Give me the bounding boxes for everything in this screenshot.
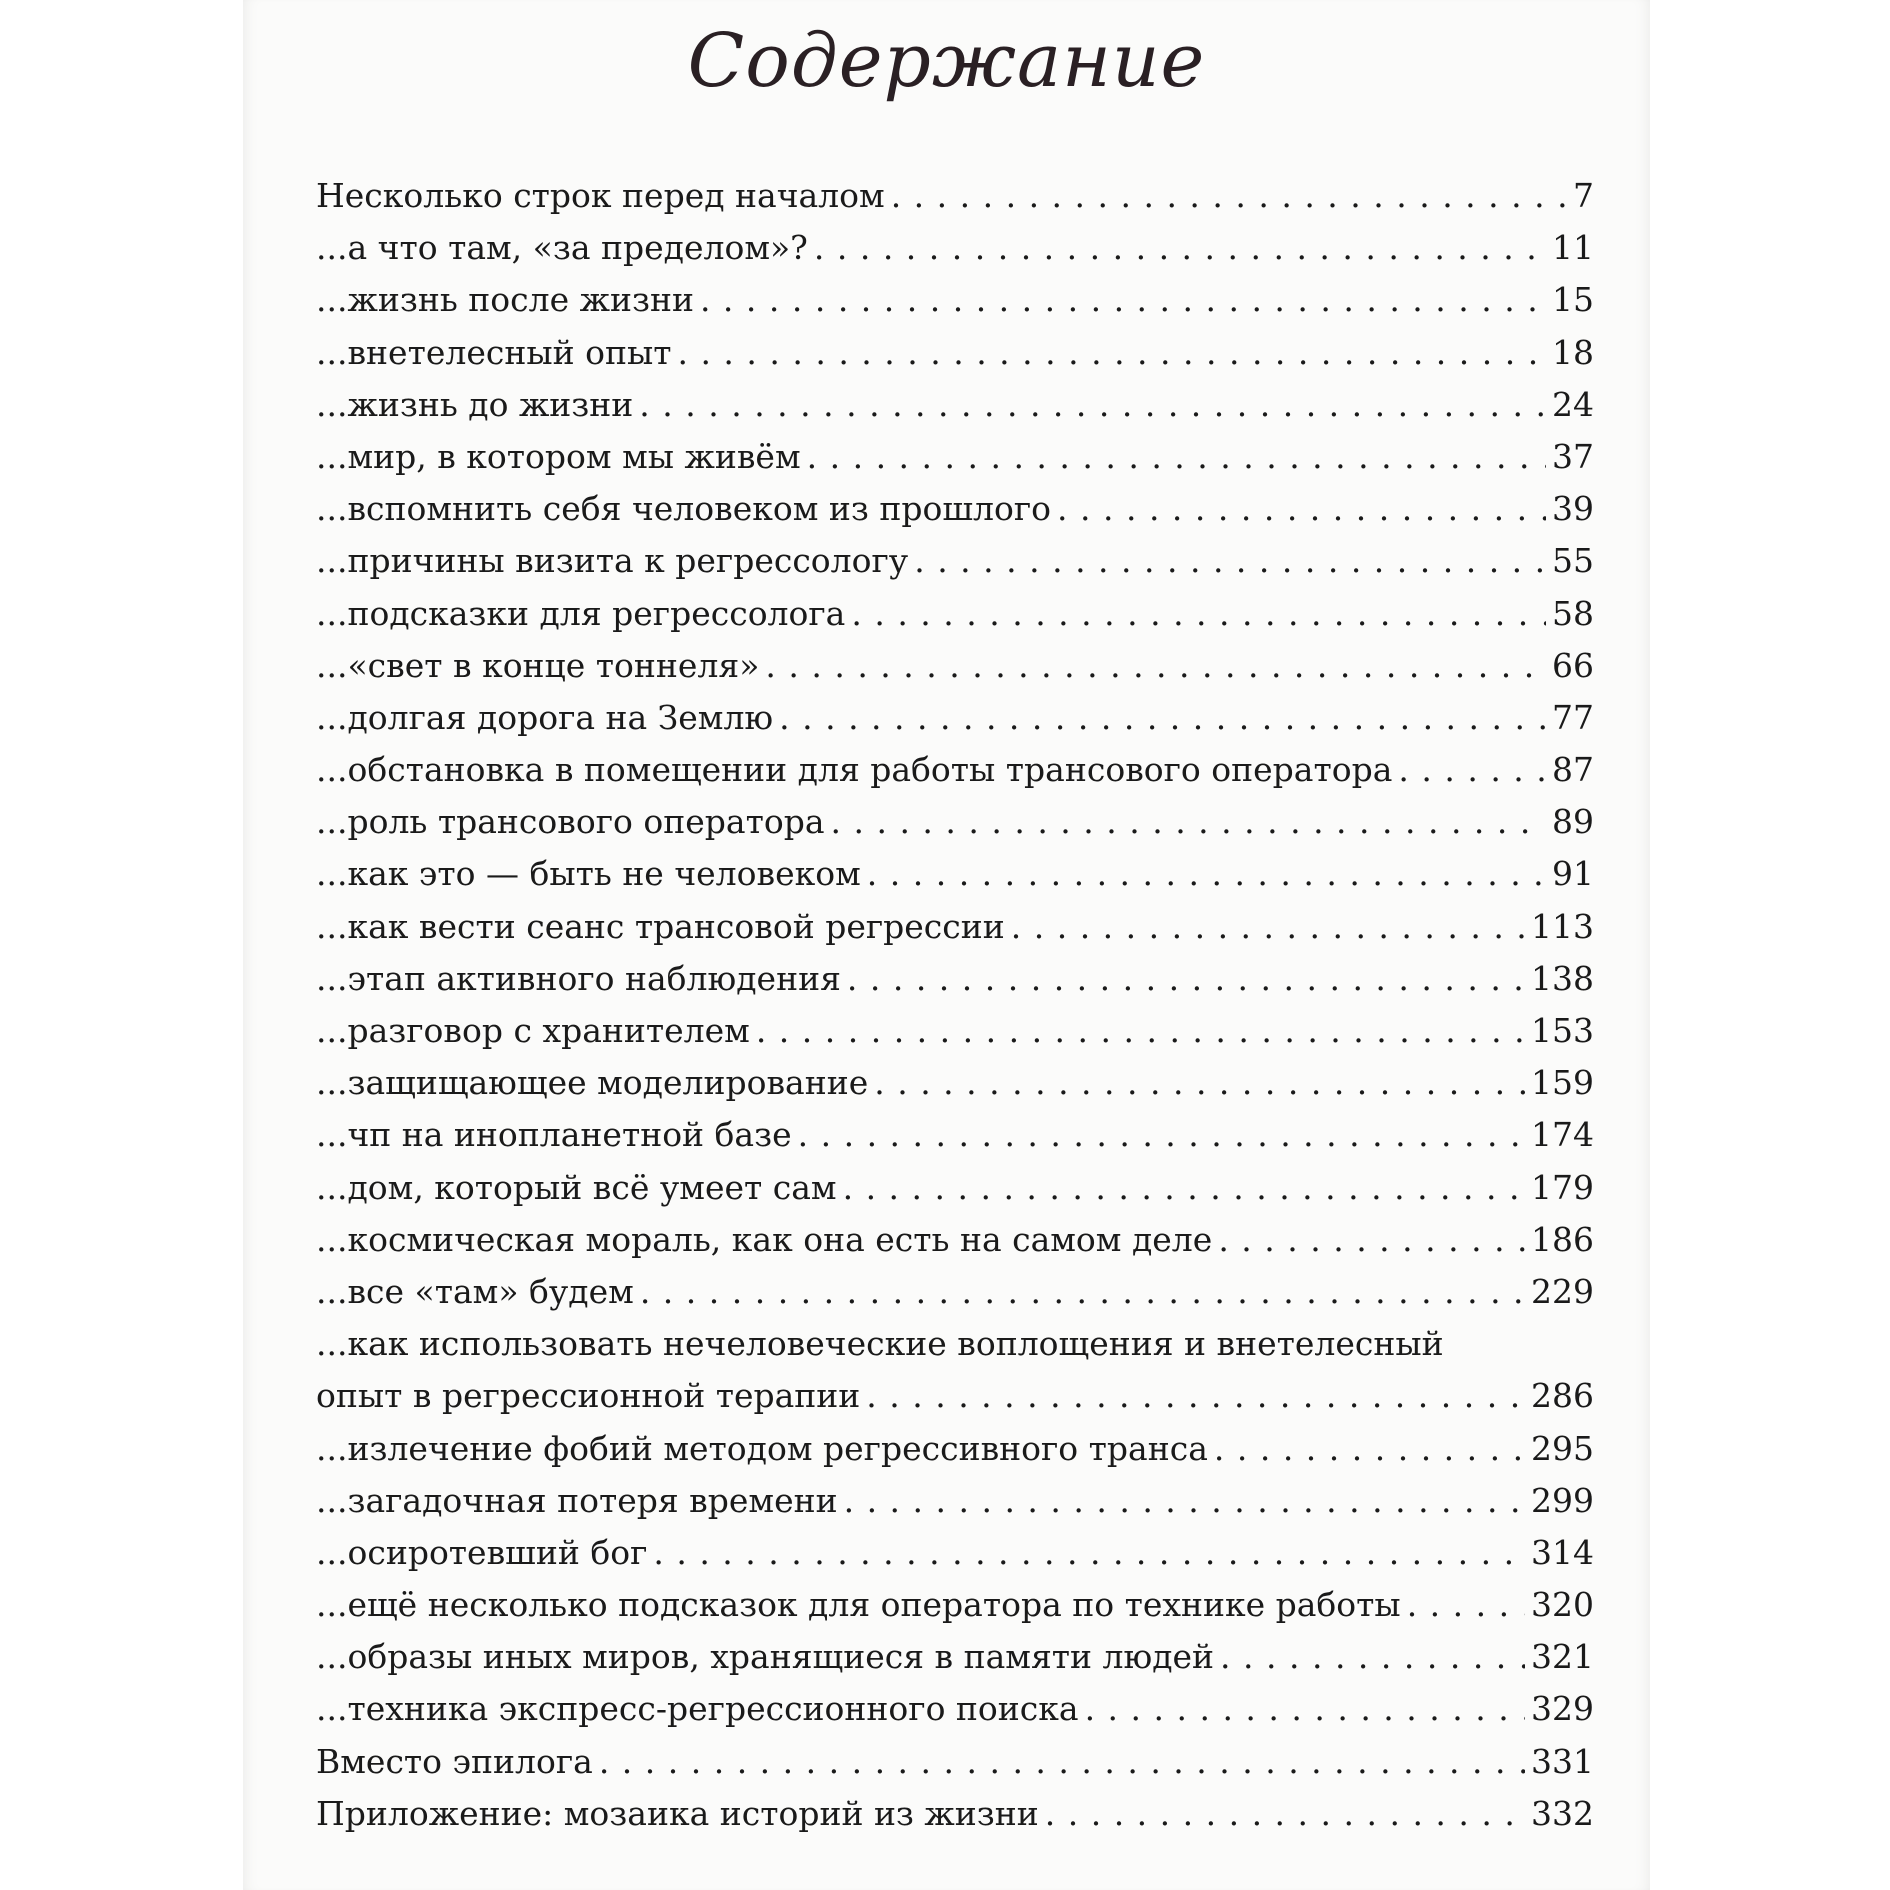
leader-dots <box>844 1475 1525 1527</box>
leader-dots <box>1407 1579 1525 1631</box>
toc-entry-label: ...роль трансового оператора <box>316 802 825 842</box>
toc-entry-label: ...как вести сеанс трансовой регрессии <box>316 906 1005 946</box>
leader-dots <box>866 1370 1525 1422</box>
toc-entry <box>316 1631 1594 1683</box>
toc-entry <box>316 1736 1594 1788</box>
toc-entry-label: ...долгая дорога на Землю <box>316 697 774 737</box>
leader-dots <box>798 1109 1525 1161</box>
toc-entry-label: ...образы иных миров, хранящиеся в памяти людей <box>316 1637 1215 1677</box>
toc-entry <box>316 744 1594 796</box>
toc-entry-label: ...жизнь после жизни <box>316 280 694 320</box>
toc-entry-label: ...этап активного наблюдения <box>316 958 841 998</box>
leader-dots <box>1057 483 1546 535</box>
page-title: Содержание <box>687 18 1206 104</box>
toc-entry-page: 229 <box>1531 1271 1594 1311</box>
leader-dots <box>599 1736 1525 1788</box>
leader-dots <box>914 535 1546 587</box>
toc-entry <box>316 1527 1594 1579</box>
toc-entry <box>316 222 1594 274</box>
toc-entry-label: ...осиротевший бог <box>316 1532 648 1572</box>
toc-entry-label: ...а что там, «за пределом»? <box>316 228 808 268</box>
leader-dots <box>756 1005 1525 1057</box>
leader-dots <box>653 1527 1525 1579</box>
toc-entry <box>316 796 1594 848</box>
toc-entry-page: 87 <box>1552 750 1594 790</box>
toc-entry-label: ...как это — быть не человеком <box>316 854 861 894</box>
toc-entry <box>316 274 1594 326</box>
leader-dots <box>891 170 1567 222</box>
toc-entry-label: Вместо эпилога <box>316 1741 593 1781</box>
toc-entry-label: ...дом, который всё умеет сам <box>316 1167 837 1207</box>
toc-entry-label: ...излечение фобий методом регрессивного транса <box>316 1428 1208 1468</box>
toc-entry-label-line2: опыт в регрессионной терапии <box>316 1376 861 1416</box>
toc-entry-page: 37 <box>1552 436 1594 476</box>
toc-entry-page: 91 <box>1552 854 1594 894</box>
toc-entry <box>316 1057 1594 1109</box>
toc-entry-page: 39 <box>1552 489 1594 529</box>
leader-dots <box>843 1162 1525 1214</box>
toc-entry-label: Несколько строк перед началом <box>316 176 885 215</box>
toc-entry-page: 89 <box>1552 802 1594 842</box>
toc-entry-page: 7 <box>1573 176 1594 215</box>
toc-entry <box>316 1109 1594 1161</box>
leader-dots <box>1045 1788 1525 1840</box>
toc-entry <box>316 1162 1594 1214</box>
toc-entry <box>316 1788 1594 1840</box>
leader-dots <box>847 953 1525 1005</box>
toc-entry-label: ...обстановка в помещении для работы трансового оператора <box>316 750 1393 790</box>
leader-dots <box>867 848 1546 900</box>
toc-entry-page: 58 <box>1552 593 1594 633</box>
toc-entry-label: ...разговор с хранителем <box>316 1011 750 1050</box>
toc-entry <box>316 1005 1594 1057</box>
toc-entry-page: 113 <box>1531 906 1594 946</box>
toc-entry <box>316 692 1594 744</box>
toc-entry-label: ...подсказки для регрессолога <box>316 593 846 633</box>
toc-entry-page: 332 <box>1531 1793 1594 1833</box>
toc-entry <box>316 483 1594 535</box>
toc-entry-page: 179 <box>1531 1167 1594 1207</box>
toc-entry-label: ...«свет в конце тоннеля» <box>316 645 760 685</box>
leader-dots <box>1085 1683 1525 1735</box>
leader-dots <box>1218 1214 1525 1266</box>
leader-dots <box>1220 1631 1525 1683</box>
toc-entry-label: ...техника экспресс-регрессионного поиска <box>316 1689 1079 1729</box>
toc-entry-page: 299 <box>1531 1480 1594 1520</box>
toc-entry-label: ...все «там» будем <box>316 1271 634 1311</box>
toc-entry-page: 321 <box>1531 1637 1594 1677</box>
toc-entry-label: ...внетелесный опыт <box>316 332 672 372</box>
toc-entry <box>316 1370 1594 1422</box>
toc-entry-page: 329 <box>1531 1689 1594 1729</box>
toc-entry-page: 174 <box>1531 1115 1594 1155</box>
toc-entry-label: ...космическая мораль, как она есть на самом деле <box>316 1219 1213 1259</box>
leader-dots <box>779 692 1546 744</box>
toc-entry-page: 153 <box>1531 1011 1594 1050</box>
leader-dots <box>677 327 1546 379</box>
toc-entry-page: 66 <box>1552 645 1594 685</box>
toc-entry <box>316 1579 1594 1631</box>
leader-dots <box>1011 901 1525 953</box>
toc-entry-page: 159 <box>1531 1063 1594 1103</box>
leader-dots <box>831 796 1547 848</box>
book-page <box>243 0 1650 1890</box>
toc-entry-page: 18 <box>1552 332 1594 372</box>
toc-entry-label: ...жизнь до жизни <box>316 384 634 424</box>
toc-entry-label-line1: ...как использовать нечеловеческие воплощения и внетелесный <box>316 1324 1444 1364</box>
toc-entry-page: 314 <box>1531 1532 1594 1572</box>
toc-entry-page: 186 <box>1531 1219 1594 1259</box>
toc-entry-page: 320 <box>1531 1585 1594 1625</box>
leader-dots <box>851 588 1546 640</box>
toc-entry-multiline <box>316 1318 1594 1422</box>
toc-entry <box>316 431 1594 483</box>
toc-entry <box>316 170 1594 222</box>
toc-entry <box>316 1214 1594 1266</box>
toc-entry-page: 286 <box>1531 1376 1594 1416</box>
toc-entry <box>316 1266 1594 1318</box>
leader-dots <box>700 274 1546 326</box>
leader-dots <box>1214 1423 1525 1475</box>
toc-entry <box>316 588 1594 640</box>
toc-entry-page: 331 <box>1531 1741 1594 1781</box>
toc-entry-label: ...мир, в котором мы живём <box>316 436 801 476</box>
leader-dots <box>874 1057 1525 1109</box>
leader-dots <box>639 379 1546 431</box>
toc-entry-label: ...вспомнить себя человеком из прошлого <box>316 489 1052 529</box>
toc-entry-page: 55 <box>1552 541 1594 581</box>
toc-entry-label: ...загадочная потеря времени <box>316 1480 838 1520</box>
toc-entry <box>316 1683 1594 1735</box>
table-of-contents <box>316 170 1594 1840</box>
leader-dots <box>814 222 1546 274</box>
toc-entry-label: ...защищающее моделирование <box>316 1063 869 1103</box>
toc-entry-page: 11 <box>1552 228 1594 268</box>
toc-entry-page: 15 <box>1552 280 1594 320</box>
toc-entry-page: 138 <box>1531 958 1594 998</box>
toc-entry <box>316 327 1594 379</box>
toc-entry-page: 77 <box>1552 697 1594 737</box>
toc-entry <box>316 535 1594 587</box>
toc-entry <box>316 1423 1594 1475</box>
toc-entry <box>316 640 1594 692</box>
toc-entry-label: ...ещё несколько подсказок для оператора по технике работы <box>316 1585 1401 1625</box>
leader-dots <box>640 1266 1525 1318</box>
toc-entry <box>316 379 1594 431</box>
toc-entry-page: 24 <box>1552 384 1594 424</box>
toc-entry <box>316 848 1594 900</box>
toc-entry <box>316 953 1594 1005</box>
toc-entry-label: ...чп на инопланетной базе <box>316 1115 792 1155</box>
toc-entry-label: Приложение: мозаика историй из жизни <box>316 1793 1039 1833</box>
leader-dots <box>1398 744 1546 796</box>
toc-entry <box>316 1475 1594 1527</box>
leader-dots <box>807 431 1546 483</box>
toc-entry-page: 295 <box>1531 1428 1594 1468</box>
toc-entry <box>316 901 1594 953</box>
toc-entry-label: ...причины визита к регрессологу <box>316 541 909 581</box>
leader-dots <box>765 640 1546 692</box>
